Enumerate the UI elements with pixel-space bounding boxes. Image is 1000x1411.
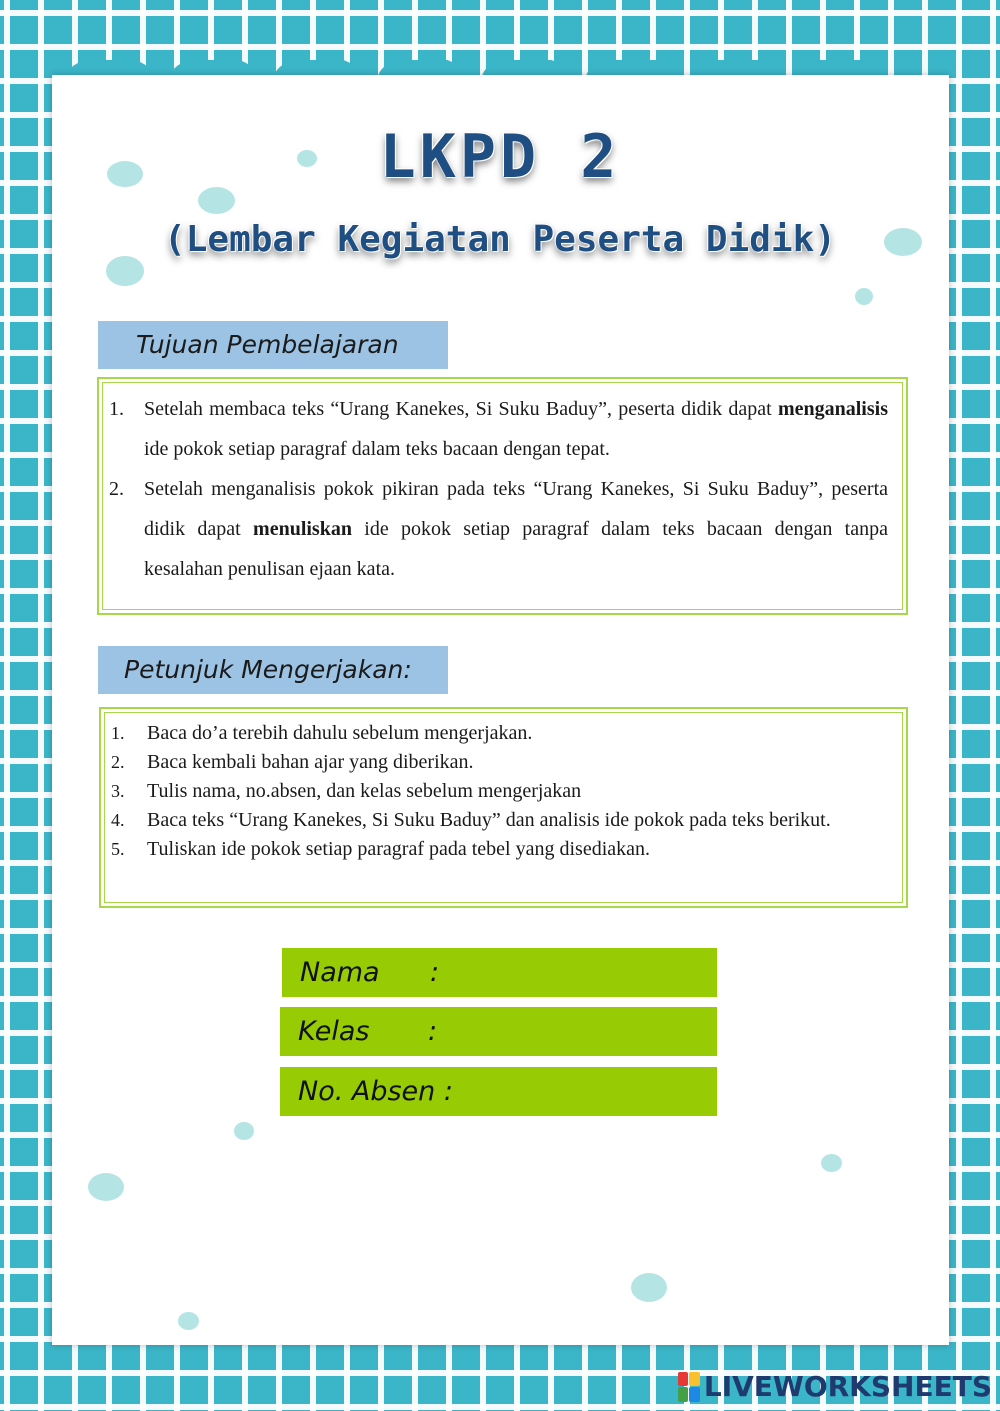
logo-text: LIVEWORKSHEETS [703, 1370, 992, 1403]
name-label: Nama [300, 957, 380, 988]
page-title: LKPD 2 [379, 122, 621, 192]
absen-label: No. Absen : [298, 1076, 453, 1107]
emphasis-text: menuliskan [253, 518, 352, 540]
liveworksheets-icon [678, 1372, 700, 1402]
liveworksheets-logo[interactable] [678, 1370, 992, 1403]
list-number: 3. [111, 781, 125, 801]
list-number: 5. [111, 839, 125, 859]
decorative-dot [855, 288, 873, 305]
decorative-dot [821, 1154, 842, 1172]
decorative-dot [88, 1173, 124, 1201]
list-item [111, 777, 888, 806]
decorative-dot [631, 1273, 667, 1302]
directions-box [99, 707, 908, 908]
directions-heading: Petunjuk Mengerjakan: [98, 646, 448, 694]
list-item [111, 806, 888, 835]
list-text: Setelah membaca teks “Urang Kanekes, Si Suku Baduy”, peserta didik dapat menganalisis ide pokok setiap paragraf dalam teks bacaan dengan tepat. [144, 398, 888, 460]
list-text: Baca do’a terebih dahulu sebelum mengerjakan. [147, 722, 533, 744]
emphasis-text: menganalisis [777, 398, 888, 420]
list-text: Baca kembali bahan ajar yang diberikan. [147, 751, 474, 773]
decorative-dot [234, 1122, 254, 1140]
objectives-list [99, 379, 906, 589]
objectives-box [97, 377, 908, 615]
list-item [111, 835, 888, 864]
list-item [109, 389, 888, 469]
decorative-dot [178, 1312, 199, 1330]
list-number: 1. [111, 723, 125, 743]
directions-list [101, 709, 906, 864]
list-text: Tuliskan ide pokok setiap paragraf pada tebel yang disediakan. [147, 838, 651, 860]
class-colon: : [428, 1016, 438, 1047]
list-item [109, 469, 888, 589]
list-text: Tulis nama, no.absen, dan kelas sebelum mengerjakan [147, 780, 582, 802]
page-subtitle: (Lembar Kegiatan Peserta Didik) [164, 219, 836, 260]
class-field[interactable] [280, 1007, 717, 1056]
list-text: Baca teks “Urang Kanekes, Si Suku Baduy” dan analisis ide pokok pada teks berikut. [147, 809, 831, 831]
class-label: Kelas [298, 1016, 370, 1047]
list-number: 4. [111, 810, 125, 830]
list-number: 1. [109, 398, 124, 420]
decorative-dot [106, 256, 144, 286]
list-item [111, 748, 888, 777]
objectives-heading: Tujuan Pembelajaran [98, 321, 448, 369]
name-field[interactable] [282, 948, 717, 997]
list-text: Setelah menganalisis pokok pikiran pada teks “Urang Kanekes, Si Suku Baduy”, peserta didik dapat menuliskan ide pokok setiap paragraf dalam teks bacaan dengan tanpa kesalahan penulisan ejaan kata. [144, 478, 888, 580]
list-item [111, 719, 888, 748]
absen-field[interactable] [280, 1067, 717, 1116]
name-colon: : [430, 957, 440, 988]
list-number: 2. [111, 752, 125, 772]
list-number: 2. [109, 478, 124, 500]
